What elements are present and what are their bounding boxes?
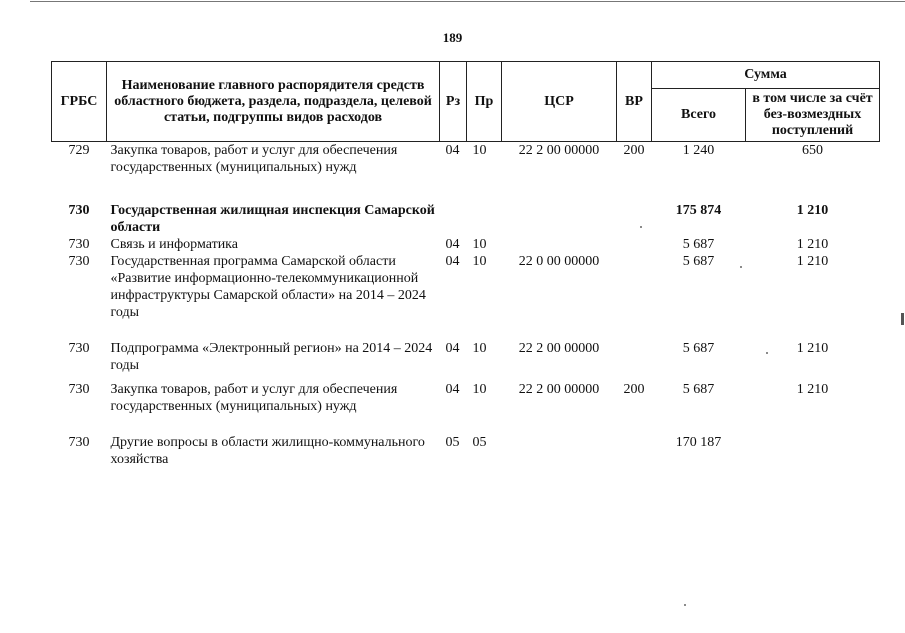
header-grbs: ГРБС <box>52 62 107 142</box>
cell-name: Государственная программа Самарской области «Развитие информационно-телекоммуникационной инфраструктуры Самарской области» на 2014 – 2024 годы <box>110 254 426 320</box>
cell-csr: 22 2 00 00000 <box>518 382 600 397</box>
cell-incl: 650 <box>802 143 823 158</box>
table-row <box>52 236 880 253</box>
cell-incl <box>746 415 880 468</box>
table-row <box>52 253 880 321</box>
cell-csr: 22 0 00 00000 <box>518 254 600 269</box>
header-incl: в том числе за счёт без-возмездных поступлений <box>746 89 880 142</box>
header-name: Наименование главного распорядителя средств областного бюджета, раздела, подраздела, целевой статьи, подгруппы видов расходов <box>107 62 440 142</box>
cell-rz: 04 <box>445 237 460 252</box>
cell-grbs: 730 <box>68 237 90 252</box>
cell-name: Другие вопросы в области жилищно-коммунального хозяйства <box>110 435 425 467</box>
cell-rz: 04 <box>445 143 460 158</box>
table-row <box>52 321 880 374</box>
table-row <box>52 176 880 236</box>
cell-vr: 200 <box>623 382 645 397</box>
scan-speck <box>740 266 742 268</box>
cell-vr <box>617 176 652 236</box>
cell-name: Закупка товаров, работ и услуг для обеспечения государственных (муниципальных) нужд <box>110 143 398 175</box>
cell-rz: 04 <box>445 254 460 269</box>
cell-pr: 10 <box>472 237 487 252</box>
cell-name: Подпрограмма «Электронный регион» на 2014 – 2024 годы <box>110 341 433 373</box>
cell-total: 5 687 <box>682 382 715 397</box>
scan-speck <box>684 604 686 606</box>
cell-name: Закупка товаров, работ и услуг для обеспечения государственных (муниципальных) нужд <box>110 382 398 414</box>
cell-total: 5 687 <box>682 254 715 269</box>
cell-total: 170 187 <box>675 435 722 450</box>
cell-pr: 05 <box>472 435 487 450</box>
cell-incl: 1 210 <box>796 203 829 218</box>
header-row-top <box>52 62 880 89</box>
cell-vr <box>617 236 652 253</box>
table-row <box>52 142 880 177</box>
cell-pr <box>467 176 502 236</box>
cell-csr <box>502 176 617 236</box>
cell-rz: 04 <box>445 382 460 397</box>
cell-pr: 10 <box>472 341 487 356</box>
cell-name: Связь и информатика <box>110 237 238 252</box>
cell-incl: 1 210 <box>796 341 829 356</box>
cell-grbs: 730 <box>68 435 90 450</box>
top-border-line <box>30 1 905 2</box>
header-csr: ЦСР <box>502 62 617 142</box>
cell-pr: 10 <box>472 382 487 397</box>
cell-rz: 04 <box>445 341 460 356</box>
cell-incl: 1 210 <box>796 237 829 252</box>
header-rz: Рз <box>440 62 467 142</box>
cell-rz: 05 <box>445 435 460 450</box>
budget-table <box>51 61 880 468</box>
cell-grbs: 730 <box>68 382 90 397</box>
cell-grbs: 730 <box>68 341 90 356</box>
cell-name: Государственная жилищная инспекция Самарской области <box>110 203 435 235</box>
cell-csr <box>502 236 617 253</box>
scan-edge-mark <box>901 313 904 325</box>
cell-csr: 22 2 00 00000 <box>518 143 600 158</box>
cell-total: 5 687 <box>682 237 715 252</box>
cell-vr: 200 <box>623 143 645 158</box>
header-vr: ВР <box>617 62 652 142</box>
header-pr: Пр <box>467 62 502 142</box>
cell-pr: 10 <box>472 143 487 158</box>
cell-csr: 22 2 00 00000 <box>518 341 600 356</box>
cell-total: 5 687 <box>682 341 715 356</box>
page-number: 189 <box>442 30 463 45</box>
cell-csr <box>502 415 617 468</box>
cell-vr <box>617 321 652 374</box>
cell-grbs: 730 <box>68 254 90 269</box>
cell-grbs: 730 <box>68 203 90 218</box>
cell-incl: 1 210 <box>796 254 829 269</box>
cell-grbs: 729 <box>68 143 90 158</box>
cell-total: 1 240 <box>682 143 715 158</box>
header-sum: Сумма <box>652 62 880 89</box>
cell-vr <box>617 415 652 468</box>
table-row <box>52 415 880 468</box>
cell-rz <box>440 176 467 236</box>
scan-speck <box>766 352 768 354</box>
cell-vr <box>617 253 652 321</box>
cell-total: 175 874 <box>675 203 722 218</box>
scan-speck <box>640 226 642 228</box>
header-total: Всего <box>652 89 746 142</box>
cell-incl: 1 210 <box>796 382 829 397</box>
table-row <box>52 374 880 415</box>
cell-pr: 10 <box>472 254 487 269</box>
